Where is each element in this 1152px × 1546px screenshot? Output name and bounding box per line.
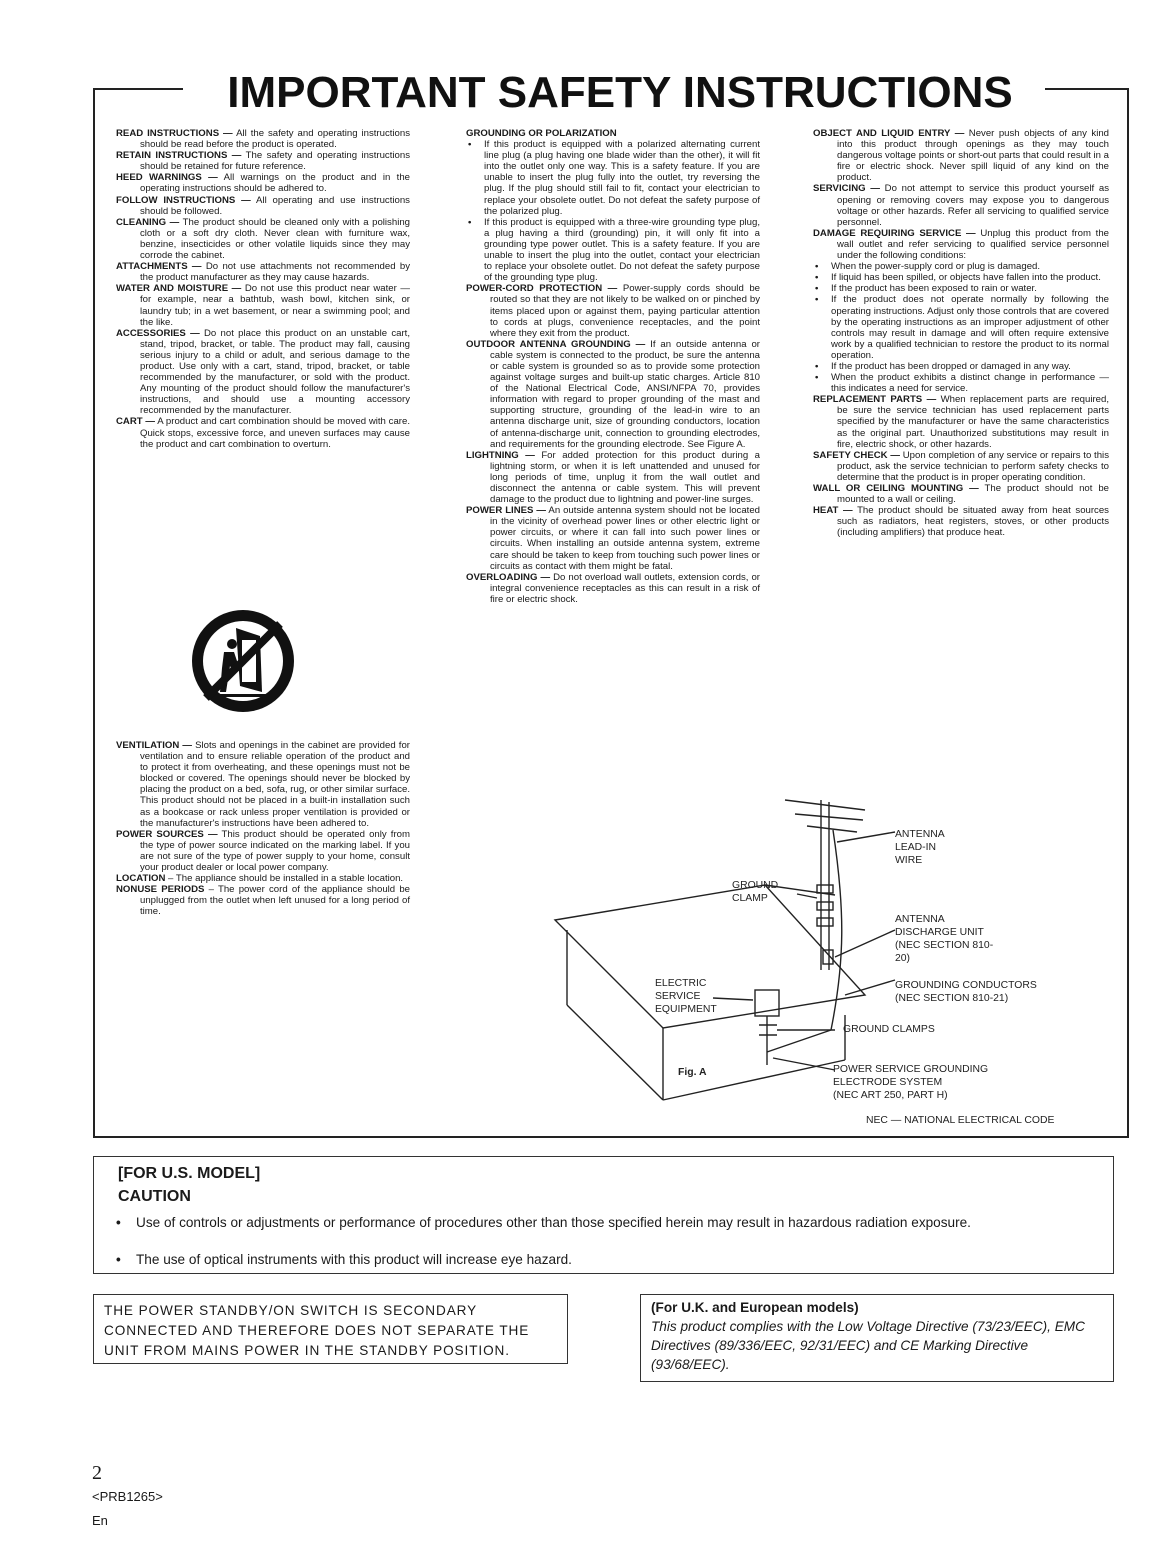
- section-text: – The power cord of the appliance should be unplugged from the outlet when left unused for a long period of time.: [140, 884, 410, 918]
- bullet-item: • If this product is equipped with a polarized alternating current line plug (a plug having one blade wider than the other), it will fit into the outlet only one way. This is a safety feature. If you are unable to insert the plug fully into the outlet, try reversing the plug. If the plug should still fail to fit, contact your electrician to replace your obsolete outlet. Do not defeat the safety purpose of the polarized plug.: [466, 139, 760, 217]
- section-heading: ACCESSORIES —: [116, 327, 200, 339]
- section-heading: OUTDOOR ANTENNA GROUNDING —: [466, 338, 646, 350]
- instruction-section: [116, 217, 410, 261]
- instruction-section: [116, 873, 410, 884]
- section-heading: REPLACEMENT PARTS —: [813, 394, 937, 406]
- section-text: Power-supply cords should be routed so that they are not likely to be walked on or pinched by items placed upon or against them, paying particular attention to cords at plugs, convenience receptacles, and the point where they exit from the product.: [490, 283, 760, 339]
- section-heading: HEAT —: [813, 505, 853, 517]
- label-electric-service: ELECTRIC SERVICE EQUIPMENT: [655, 978, 717, 1015]
- label-electrode-system: POWER SERVICE GROUNDING ELECTRODE SYSTEM (NEC ART 250, PART H): [833, 1064, 989, 1101]
- page-title: IMPORTANT SAFETY INSTRUCTIONS: [195, 66, 1045, 120]
- section-text: The product should be cleaned only with a polishing cloth or a soft dry cloth. Never clean with furniture wax, benzine, insecticides or other volatile liquids since they may corrode the cabinet.: [140, 216, 410, 262]
- instruction-section: [116, 829, 410, 873]
- section-heading: OBJECT AND LIQUID ENTRY —: [813, 128, 965, 139]
- figure-caption: Fig. A: [678, 1067, 707, 1078]
- instruction-section: [813, 450, 1109, 483]
- instruction-section: [813, 483, 1109, 505]
- bullet-item: • If the product has been dropped or damaged in any way.: [813, 361, 1109, 372]
- column-right: [813, 128, 1109, 538]
- instruction-section: [466, 572, 760, 605]
- grounding-heading: GROUNDING OR POLARIZATION: [466, 128, 617, 139]
- instruction-section: [466, 505, 760, 572]
- label-discharge-unit: ANTENNA DISCHARGE UNIT (NEC SECTION 810- 20): [895, 914, 994, 964]
- uk-notice-text: This product complies with the Low Voltage Directive (73/23/EEC), EMC Directives (89/336/EEC, 92/31/EEC) and CE Marking Directive (93/68/EEC).: [651, 1319, 1085, 1372]
- section-text: Upon completion of any service or repairs to this product, ask the service technician to perform safety checks to determine that the product is in proper operating condition.: [837, 449, 1109, 483]
- instruction-section: [813, 228, 1109, 261]
- language-code: En: [92, 1513, 108, 1528]
- section-text: All warnings on the product and in the operating instructions should be adhered to.: [140, 172, 410, 195]
- cart-tipover-warning-icon: [190, 608, 296, 714]
- section-heading: CLEANING —: [116, 216, 180, 228]
- instruction-section: [813, 128, 1109, 183]
- uk-notice-title: (For U.K. and European models): [651, 1300, 859, 1315]
- instruction-section: [466, 339, 760, 450]
- section-heading: LOCATION: [116, 873, 166, 885]
- section-text: – The appliance should be installed in a stable location.: [165, 873, 404, 885]
- column-middle: [466, 128, 760, 605]
- section-heading: LIGHTNING —: [466, 449, 535, 461]
- caution-heading: CAUTION: [118, 1188, 191, 1205]
- section-text: Do not use attachments not recommended by the product manufacturer as they may cause hazards.: [140, 261, 411, 284]
- section-heading: POWER LINES —: [466, 505, 546, 517]
- label-antenna-lead-in: ANTENNA LEAD-IN WIRE: [895, 829, 945, 866]
- section-text: The product should be situated away from heat sources such as radiators, heat registers, stoves, or other products (including amplifiers) that produce heat.: [837, 505, 1109, 539]
- label-ground-clamp: GROUND CLAMP: [732, 880, 779, 904]
- bullet-item: • If the product does not operate normally by following the operating instructions. Adjust only those controls that are covered by the operating instructions as an improper adjustment of other controls may result in damage and will often require extensive work by a qualified technician to restore the product to its normal operation.: [813, 294, 1109, 361]
- nec-note: NEC — NATIONAL ELECTRICAL CODE: [866, 1115, 1055, 1126]
- instruction-section: [813, 183, 1109, 227]
- instruction-section: [116, 128, 410, 150]
- section-heading: HEED WARNINGS —: [116, 172, 218, 184]
- section-heading: ATTACHMENTS —: [116, 261, 202, 273]
- bullet-item: • If the product has been exposed to rain or water.: [813, 283, 1109, 294]
- bullet-item: • If this product is equipped with a three-wire grounding type plug, a plug having a third (grounding) pin, it will only fit into a grounding type power outlet. This is a safety feature. If you are unable to insert the plug into the outlet, contact your electrician to replace your obsolete outlet. Do not defeat the safety purpose of the grounding type plug.: [466, 217, 760, 284]
- section-heading: CART —: [116, 416, 156, 428]
- section-text: If an outside antenna or cable system is connected to the product, be sure the antenna or cable system is grounded so as to provide some protection against voltage surges and built-up static charges. Article 810 of the National Electrical Code, ANSI/NFPA 70, provides information with regard to proper grounding of the mast and supporting structure, grounding of the lead-in wire to an antenna discharge unit, size of grounding conductors, location of antenna-discharge unit, connection to grounding electrodes, and requirements for the grounding electrode. See Figure A.: [490, 338, 760, 450]
- section-text: Do not attempt to service this product yourself as opening or removing covers may expose you to dangerous voltage or other hazards. Refer all servicing to qualified service personnel.: [837, 183, 1109, 228]
- instruction-section: [116, 416, 410, 449]
- section-heading: WATER AND MOISTURE —: [116, 283, 242, 295]
- instruction-section: [116, 150, 410, 172]
- document-code: <PRB1265>: [92, 1489, 163, 1504]
- section-heading: DAMAGE REQUIRING SERVICE —: [813, 227, 976, 239]
- instruction-section: [116, 283, 410, 327]
- antenna-grounding-diagram: [545, 790, 1105, 1120]
- section-heading: READ INSTRUCTIONS —: [116, 128, 233, 139]
- instruction-section: [813, 505, 1109, 538]
- section-text: Never push objects of any kind into this product through openings as they may touch dangerous voltage points or short-out parts that could result in a fire or electric shock. Never spill liquid of any kind on the product.: [837, 128, 1109, 184]
- instruction-section: [813, 394, 1109, 449]
- caution-model-label: [FOR U.S. MODEL]: [118, 1165, 261, 1182]
- frame-top-rule-right: [1036, 88, 1129, 90]
- instruction-section: [116, 740, 410, 829]
- label-ground-clamps: GROUND CLAMPS: [843, 1024, 935, 1035]
- section-text: Slots and openings in the cabinet are provided for ventilation and to ensure reliable operation of the product and to protect it from overheating, and these openings must not be blocked or covered. The openings should never be blocked by placing the product on a bed, sofa, rug, or other similar surface. This product should not be placed in a built-in installation such as a bookcase or rack unless proper ventilation is provided or the manufacturer's instructions have been adhered to.: [140, 740, 410, 829]
- section-heading: SAFETY CHECK —: [813, 449, 900, 461]
- section-text: This product should be operated only from the type of power source indicated on the marking label. If you are not sure of the type of power supply to your home, consult your product dealer or local power company.: [140, 828, 410, 874]
- instruction-section: [116, 328, 410, 417]
- standby-switch-notice: THE POWER STANDBY/ON SWITCH IS SECONDARY CONNECTED AND THEREFORE DOES NOT SEPARATE THE UNIT FROM MAINS POWER IN THE STANDBY POSITION.: [93, 1294, 568, 1364]
- caution-item: • Use of controls or adjustments or performance of procedures other than those specified herein may result in hazardous radiation exposure.: [116, 1214, 1106, 1232]
- instruction-section: [116, 884, 410, 917]
- section-heading: NONUSE PERIODS: [116, 884, 205, 896]
- section-heading: OVERLOADING —: [466, 571, 551, 583]
- section-text: An outside antenna system should not be located in the vicinity of overhead power lines or other electric light or power circuits, or where it can fall into such power lines or circuits. When installing an outside antenna system, extreme care should be taken to keep from touching such power lines or circuits as contact with them might be fatal.: [490, 505, 761, 572]
- section-text: The safety and operating instructions should be retained for future reference.: [140, 150, 410, 173]
- section-text: All operating and use instructions should be followed.: [140, 194, 410, 217]
- section-heading: FOLLOW INSTRUCTIONS —: [116, 194, 251, 206]
- section-heading: WALL OR CEILING MOUNTING —: [813, 483, 979, 494]
- bullet-item: • If liquid has been spilled, or objects have fallen into the product.: [813, 272, 1109, 283]
- section-heading: RETAIN INSTRUCTIONS —: [116, 150, 242, 162]
- section-heading: VENTILATION —: [116, 740, 192, 751]
- page-number: 2: [92, 1462, 102, 1484]
- section-text: Unplug this product from the wall outlet and refer servicing to qualified service personnel under the following conditions:: [837, 227, 1109, 262]
- section-text: The product should not be mounted to a wall or ceiling.: [837, 483, 1109, 506]
- section-heading: POWER-CORD PROTECTION —: [466, 283, 618, 295]
- instruction-section: [116, 172, 410, 194]
- label-grounding-conductors: GROUNDING CONDUCTORS (NEC SECTION 810-21): [895, 980, 1037, 1004]
- uk-european-notice: [640, 1294, 1114, 1382]
- section-heading: POWER SOURCES —: [116, 828, 218, 840]
- instruction-section: [466, 450, 760, 505]
- caution-item: • The use of optical instruments with this product will increase eye hazard.: [116, 1251, 1106, 1269]
- section-text: Do not use this product near water — for example, near a bathtub, wash bowl, kitchen sink, or laundry tub; in a wet basement, or near a swimming pool; and the like.: [140, 283, 410, 328]
- section-text: Do not overload wall outlets, extension cords, or integral convenience receptacles as this can result in a risk of fire or electric shock.: [490, 571, 760, 605]
- section-text: For added protection for this product during a lightning storm, or when it is left unattended and unused for long periods of time, unplug it from the wall outlet and disconnect the antenna or cable system. This will prevent damage to the product due to lightning and power-line surges.: [490, 449, 760, 506]
- section-text: Do not place this product on an unstable cart, stand, tripod, bracket, or table. The product may fall, causing serious injury to a child or adult, and serious damage to the product. Use only with a cart, stand, tripod, bracket, or table recommended by the manufacturer, or sold with the product. Any mounting of the product should follow the manufacturer's instructions, and should use a mounting accessory recommended by the manufacturer.: [140, 327, 410, 417]
- instruction-section: [116, 195, 410, 217]
- column-left-lower: [116, 740, 410, 918]
- bullet-item: • When the product exhibits a distinct change in performance — this indicates a need for service.: [813, 372, 1109, 394]
- instruction-section: [116, 261, 410, 283]
- section-text: All the safety and operating instructions should be read before the product is operated.: [140, 128, 411, 151]
- section-text: When replacement parts are required, be sure the service technician has used replacement parts specified by the manufacturer or have the same characteristics as the original part. Unauthorized substitutions may result in fire, electric shock, or other hazards.: [837, 394, 1110, 450]
- frame-top-rule-left: [93, 88, 183, 90]
- instruction-section: [466, 283, 760, 338]
- section-heading: SERVICING —: [813, 183, 880, 195]
- bullet-item: • When the power-supply cord or plug is damaged.: [813, 261, 1109, 272]
- section-text: A product and cart combination should be moved with care. Quick stops, excessive force, and uneven surfaces may cause the product and cart combination to overturn.: [140, 416, 411, 450]
- column-left: [116, 128, 410, 450]
